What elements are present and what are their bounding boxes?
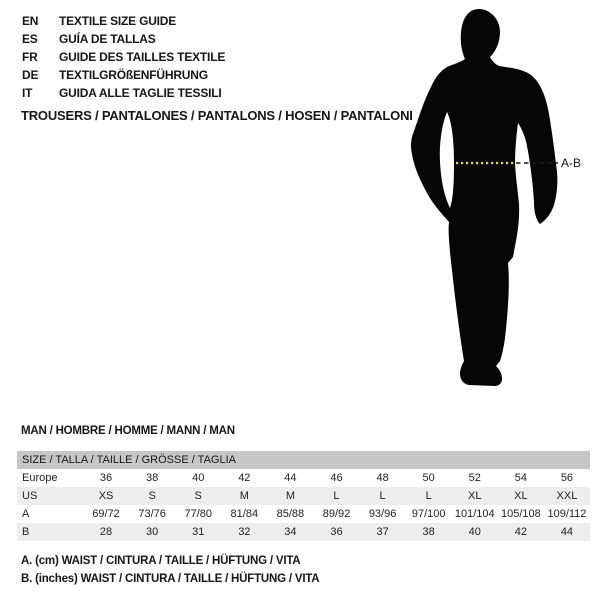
size-cell: 36 xyxy=(330,526,343,538)
language-title: GUÍA DE TALLAS xyxy=(59,32,156,46)
language-code: FR xyxy=(22,50,38,64)
size-cell: M xyxy=(239,490,249,502)
size-cell: 40 xyxy=(468,526,481,538)
language-title: TEXTILGRÖßENFÜHRUNG xyxy=(59,68,208,82)
size-cell: 40 xyxy=(192,472,205,484)
language-title: TEXTILE SIZE GUIDE xyxy=(59,14,177,28)
size-table-row-a-cm xyxy=(17,505,590,523)
size-cell: 56 xyxy=(560,472,574,484)
size-cell: 38 xyxy=(422,526,435,538)
size-cell: 38 xyxy=(146,472,159,484)
size-cell: 42 xyxy=(238,472,251,484)
size-cell: XL xyxy=(468,490,482,502)
size-cell: 52 xyxy=(468,472,481,484)
size-cell: 50 xyxy=(422,472,435,484)
size-table-row-us xyxy=(17,487,590,505)
language-title: GUIDE DES TAILLES TEXTILE xyxy=(59,50,226,64)
size-cell: L xyxy=(333,490,340,502)
size-cell: 34 xyxy=(284,526,297,538)
size-cell: 37 xyxy=(376,526,389,538)
size-cell: 77/80 xyxy=(184,508,212,520)
footnote-a: A. (cm) WAIST / CINTURA / TAILLE / HÜFTUNG / VITA xyxy=(21,555,301,567)
size-cell: 69/72 xyxy=(92,508,120,520)
size-table-row-europe xyxy=(17,469,590,487)
size-cell: 93/96 xyxy=(368,508,397,520)
size-cell: L xyxy=(379,490,386,502)
man-silhouette-figure xyxy=(405,0,600,400)
size-cell: L xyxy=(425,490,432,502)
size-cell: 105/108 xyxy=(500,508,541,520)
language-code: DE xyxy=(22,68,39,82)
row-label: Europe xyxy=(22,472,58,484)
footnote-b: B. (inches) WAIST / CINTURA / TAILLE / HÜFTUNG / VITA xyxy=(21,572,320,585)
language-row-fr xyxy=(22,48,225,66)
man-silhouette xyxy=(411,9,557,386)
size-cell: 48 xyxy=(376,472,389,484)
size-cell: 109/112 xyxy=(547,508,587,520)
size-cell: 28 xyxy=(99,526,113,538)
size-cell: M xyxy=(285,490,295,502)
size-cell: XL xyxy=(514,490,528,502)
size-cell: 73/76 xyxy=(138,508,166,520)
size-cell: S xyxy=(194,490,202,502)
size-cell: XXL xyxy=(556,490,578,502)
row-label: US xyxy=(22,490,38,502)
language-row-en xyxy=(22,12,225,30)
size-cell: S xyxy=(148,490,156,502)
size-cell: 31 xyxy=(192,526,205,538)
size-cell: 44 xyxy=(560,526,574,538)
size-cell: 44 xyxy=(284,472,297,484)
footnotes xyxy=(21,553,319,588)
language-title: GUIDA ALLE TAGLIE TESSILI xyxy=(59,86,222,100)
size-table-header: SIZE / TALLA / TAILLE / GRÖSSE / TAGLIA xyxy=(17,451,590,469)
row-label: B xyxy=(22,526,30,538)
row-label: A xyxy=(22,508,30,520)
size-cell: 101/104 xyxy=(454,508,495,520)
size-cell: 46 xyxy=(330,472,343,484)
language-row-es xyxy=(22,30,225,48)
size-cell: 32 xyxy=(238,526,251,538)
language-row-de xyxy=(22,66,225,84)
size-cell: 97/100 xyxy=(411,508,446,520)
size-table xyxy=(17,451,590,541)
size-cell: 85/88 xyxy=(276,508,305,520)
size-cell: 89/92 xyxy=(322,508,351,520)
size-cell: 42 xyxy=(514,526,527,538)
size-cell: XS xyxy=(98,490,114,502)
size-cell: 36 xyxy=(99,472,113,484)
language-row-it xyxy=(22,84,225,102)
language-code: EN xyxy=(22,14,39,28)
size-cell: 81/84 xyxy=(230,508,259,520)
language-list xyxy=(22,12,225,102)
size-cell: 54 xyxy=(514,472,527,484)
size-cell: 30 xyxy=(146,526,159,538)
measure-label: A-B xyxy=(561,156,582,170)
gender-heading: MAN / HOMBRE / HOMME / MANN / MAN xyxy=(21,425,235,437)
language-code: IT xyxy=(22,86,33,100)
category-heading: TROUSERS / PANTALONES / PANTALONS / HOSEN / PANTALONI xyxy=(21,108,413,123)
size-table-row-b-inches xyxy=(17,523,590,541)
language-code: ES xyxy=(22,32,38,46)
